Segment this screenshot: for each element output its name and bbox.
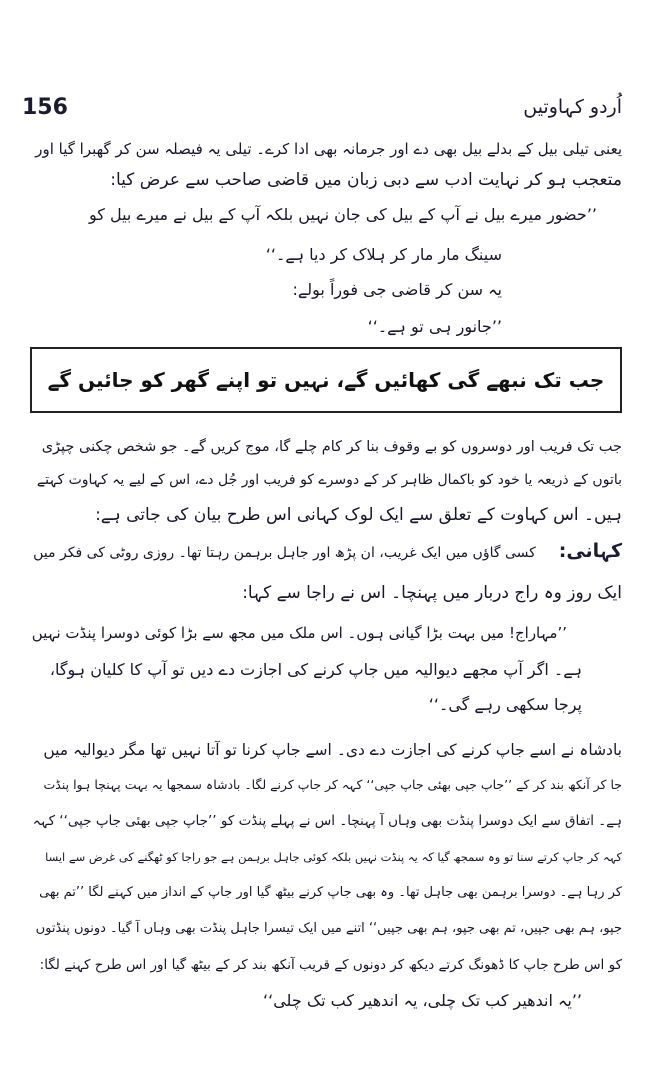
- paragraph-line: کہہ کر جاپ کرتے سنا تو وہ سمجھ گیا کہ یہ پنڈت نہیں بلکہ کوئی جاہل برہمن ہے جو راجا کو ٹھگنے کی غرض سے ایسا: [45, 850, 622, 864]
- quote-line: ہے۔ اگر آپ مجھے دیوالیہ میں جاپ کرنے کی اجازت دے دیں تو آپ کا کلیان ہوگا،: [49, 660, 582, 679]
- paragraph-line: کر رہا ہے۔ دوسرا برہمن بھی جاہل تھا۔ وہ بھی جاپ کرنے بیٹھ گیا اور جاپ کے انداز میں کہنے لگا ’’تم بھی: [39, 885, 622, 900]
- quote-line: ’’یہ اندھیر کب تک چلی، یہ اندھیر کب تک چلی‘‘: [263, 991, 582, 1010]
- kahani-label: کہانی:: [558, 540, 622, 562]
- paragraph-line: ہے۔ اتفاق سے ایک دوسرا پنڈت بھی وہاں آ پہنچا۔ اس نے پہلے پنڈت کو ’’جاپ جپی بھئی جاپ جپی‘‘ کہہ: [32, 813, 622, 829]
- proverb-title: جب تک نبھے گی کھائیں گے، نہیں تو اپنے گھر کو جائیں گے: [47, 368, 605, 392]
- paragraph-line: کو اس طرح جاپ کا ڈھونگ کرتے دیکھ کر دونوں کے قریب آنکھ بند کر کے بیٹھ گیا اور اس طرح کہنے لگا:: [39, 957, 622, 973]
- paragraph-line: ایک روز وہ راج دربار میں پہنچا۔ اس نے راجا سے کہا:: [242, 583, 622, 603]
- proverb-title-box: [30, 347, 622, 413]
- quote-line: سینگ مار مار کر ہلاک کر دیا ہے۔‘‘: [265, 245, 502, 264]
- paragraph-line: باتوں کے ذریعہ یا خود کو باکمال ظاہر کر کے دوسرے کو فریب اور جُل دے، اس کے لیے یہ کہاوت کہتے: [36, 472, 622, 488]
- paragraph-line: بادشاہ نے اسے جاپ کرنے کی اجازت دے دی۔ اسے جاپ کرنا تو آتا نہیں تھا مگر دیوالیہ میں: [43, 741, 622, 759]
- quote-line: ’’حضور میرے بیل نے آپ کے بیل کی جان نہیں بلکہ آپ کے بیل نے میرے بیل کو: [89, 205, 597, 224]
- paragraph-line: جا کر آنکھ بند کر کے ’’جاپ جپی بھئی جاپ جپی‘‘ کہہ کر جاپ کرنے لگا۔ بادشاہ سمجھا یہ بہت پہنچا ہوا پنڈت: [43, 777, 622, 792]
- quote-line: پرجا سکھی رہے گی۔‘‘: [428, 695, 582, 714]
- paragraph-line: جپو، ہم بھی جپیں، تم بھی جپو، ہم بھی جپیں‘‘ اتنے میں ایک تیسرا جاہل پنڈت بھی وہاں آ گیا۔ دونوں پنڈتوں: [35, 921, 622, 936]
- quote-line: ’’مہاراج! میں بہت بڑا گیانی ہوں۔ اس ملک میں مجھ سے بڑا کوئی دوسرا پنڈت نہیں: [31, 624, 567, 642]
- kahani-first-line: [33, 536, 622, 568]
- paragraph-line: یہ سن کر قاضی جی فوراً بولے:: [292, 280, 502, 299]
- running-title: اُردو کہاوتیں: [523, 96, 622, 118]
- kahani-text: کسی گاؤں میں ایک غریب، ان پڑھ اور جاہل برہمن رہتا تھا۔ روزی روٹی کی فکر میں: [33, 545, 536, 561]
- quote-line: ’’جانور ہی تو ہے۔‘‘: [367, 317, 502, 336]
- paragraph-line: جب تک فریب اور دوسروں کو بے وقوف بنا کر کام چلے گا، موج کریں گے۔ جو شخص چکنی چپڑی: [41, 439, 622, 455]
- paragraph-line: یعنی تیلی بیل کے بدلے بیل بھی دے اور جرمانہ بھی ادا کرے۔ تیلی یہ فیصلہ سن کر گھبرا گیا اور: [35, 140, 622, 158]
- page-header: [22, 90, 622, 124]
- paragraph-line: ہیں۔ اس کہاوت کے تعلق سے ایک لوک کہانی اس طرح بیان کی جاتی ہے:: [95, 505, 622, 525]
- paragraph-line: متعجب ہو کر نہایت ادب سے دبی زبان میں قاضی صاحب سے عرض کیا:: [110, 170, 622, 190]
- page-number: 156: [22, 94, 68, 120]
